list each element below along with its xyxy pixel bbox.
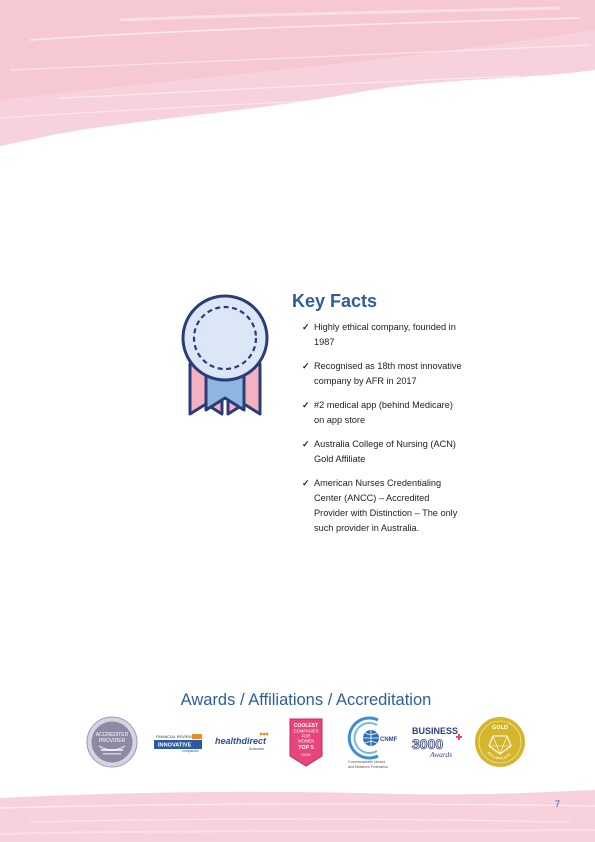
coolest-line-3: FOR	[301, 733, 311, 739]
key-fact-text: American Nurses Credentialing Center (ANCC) – Accredited Provider with Distinction – The only such provider in Australia.	[314, 478, 458, 533]
afr-top-text: FINANCIAL REVIEW	[156, 735, 192, 739]
coolest-companies-logo	[287, 716, 325, 768]
ancc-line-1: ACCREDITED	[95, 732, 129, 738]
healthdirect-logo	[214, 730, 270, 752]
afr-main-text: INNOVATIVE	[158, 742, 192, 749]
business-3000-awards-logo	[410, 724, 466, 760]
gold-acn-affiliate-logo	[474, 716, 526, 768]
afr-innovative-companies-logo	[152, 733, 204, 753]
healthdirect-main-text: healthdirect	[215, 736, 267, 746]
cnmf-name-2: and Midwives Federation	[348, 765, 388, 769]
ancc-line-2: PROVIDER	[98, 738, 126, 744]
key-facts-list	[292, 320, 462, 536]
business-line-3: Awards	[430, 750, 453, 759]
list-item	[292, 398, 462, 428]
ancc-accredited-provider-logo	[86, 716, 138, 768]
check-icon: ✓	[302, 478, 310, 488]
list-item	[292, 437, 462, 467]
list-item	[292, 476, 462, 536]
medal-icon	[176, 292, 274, 420]
key-fact-text: Australia College of Nursing (ACN) Gold Affiliate	[314, 439, 456, 464]
business-line-1: BUSINESS	[412, 726, 459, 736]
page-number: 7	[555, 799, 561, 809]
coolest-line-2: COMPANIES	[293, 728, 319, 734]
healthdirect-sub-text: Australia	[249, 747, 264, 751]
cnmf-name-1: Commonwealth Nurses	[348, 760, 386, 764]
top-brush-decoration	[0, 0, 595, 150]
awards-heading: Awards / Affiliations / Accreditation	[180, 690, 432, 709]
check-icon: ✓	[302, 361, 310, 371]
key-fact-text: #2 medical app (behind Medicare) on app store	[314, 400, 453, 425]
list-item	[292, 359, 462, 389]
key-fact-text: Highly ethical company, founded in 1987	[314, 322, 456, 347]
cnmf-abbr: CNMF	[380, 737, 398, 743]
bottom-brush-decoration	[0, 788, 595, 842]
coolest-line-1: COOLEST	[293, 723, 319, 729]
list-item	[292, 320, 462, 350]
coolest-line-5: TOP 5	[298, 745, 314, 751]
coolest-line-6: ~2016~	[299, 753, 313, 757]
afr-sub-text: companies	[182, 749, 199, 753]
check-icon: ✓	[302, 439, 310, 449]
key-fact-text: Recognised as 18th most innovative company by AFR in 2017	[314, 361, 462, 386]
business-line-2: 3000	[412, 736, 444, 752]
check-icon: ✓	[302, 322, 310, 332]
cnmf-logo	[346, 714, 400, 770]
coolest-line-4: WOMEN	[297, 738, 315, 744]
gold-arc-text: ACN AFFILIATE	[486, 750, 512, 761]
key-facts-title: Key Facts	[292, 291, 378, 311]
check-icon: ✓	[302, 400, 310, 410]
gold-top-text: GOLD	[492, 725, 508, 731]
key-facts-section	[292, 291, 462, 545]
